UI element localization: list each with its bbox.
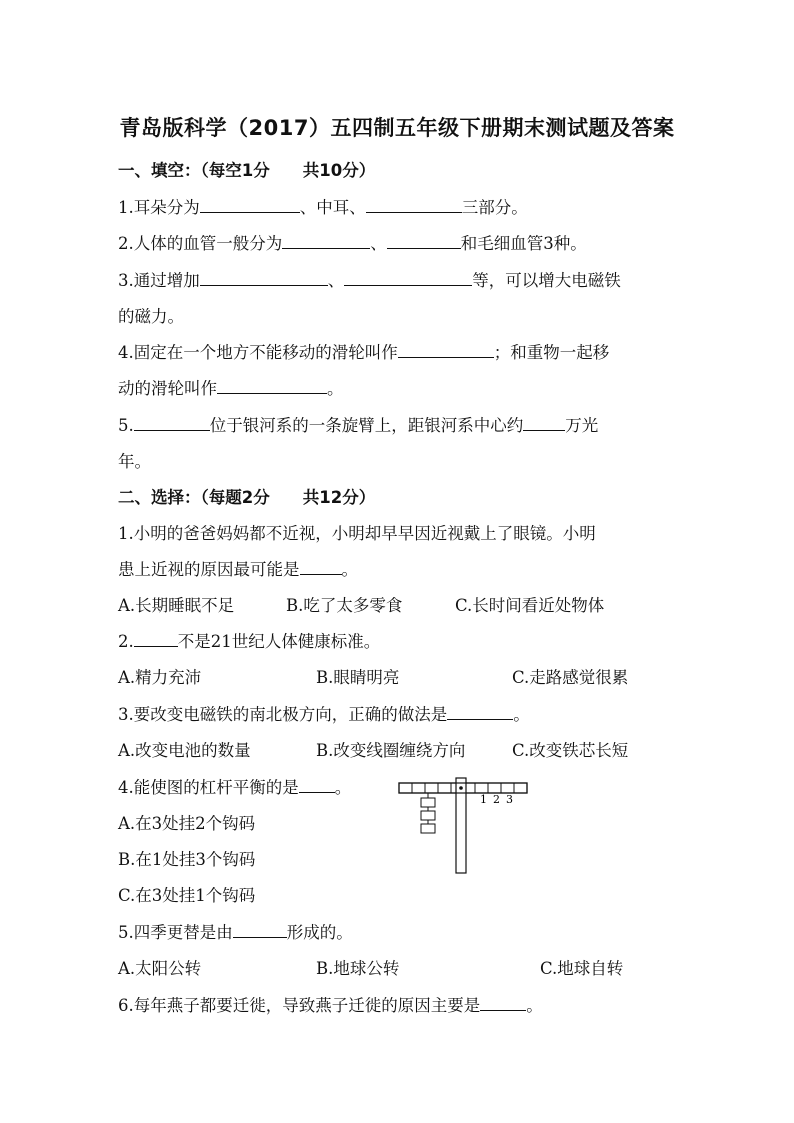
answer-blank[interactable]: [387, 231, 461, 249]
lever-label-3: 3: [506, 793, 513, 806]
q-text: 。: [526, 996, 543, 1015]
section2-heading: 二、选择：（每题2分 共12分）: [118, 488, 376, 507]
q-text: 和毛细血管3种。: [460, 234, 587, 253]
option-a[interactable]: A.在3处挂2个钩码: [118, 814, 256, 833]
question-fill-3-cont: 的磁力。: [118, 307, 184, 326]
answer-blank[interactable]: [299, 775, 335, 793]
answer-blank[interactable]: [344, 268, 472, 286]
answer-blank[interactable]: [447, 702, 513, 720]
option-b[interactable]: B.在1处挂3个钩码: [118, 850, 256, 869]
answer-blank[interactable]: [398, 340, 494, 358]
q-text: 3.通过增加: [118, 271, 200, 290]
q-text: 不是21世纪人体健康标准。: [177, 632, 381, 651]
option-b[interactable]: B.地球公转: [316, 959, 400, 978]
q-text: 。: [327, 379, 344, 398]
option-c[interactable]: C.改变铁芯长短: [512, 741, 629, 760]
question-choice-1-cont: [118, 556, 358, 580]
option-a[interactable]: A.太阳公转: [118, 959, 202, 978]
option-b[interactable]: B.眼睛明亮: [316, 668, 400, 687]
option-b[interactable]: B.改变线圈缠绕方向: [316, 741, 466, 760]
q-text: 。: [334, 778, 352, 797]
answer-blank[interactable]: [217, 376, 327, 394]
q-text: 三部分。: [461, 198, 528, 217]
option-a[interactable]: A.改变电池的数量: [118, 741, 251, 760]
answer-blank[interactable]: [523, 413, 565, 431]
option-b[interactable]: B.吃了太多零食: [286, 596, 403, 615]
lever-label-1: 1: [480, 793, 487, 806]
q-text: 动的滑轮叫作: [118, 379, 217, 398]
hook-weight: [421, 824, 435, 833]
q-text: 1.耳朵分为: [118, 198, 200, 217]
option-a[interactable]: A.精力充沛: [118, 668, 202, 687]
q-text: 、: [370, 234, 387, 253]
q-text: 、中耳、: [299, 198, 366, 217]
answer-blank[interactable]: [300, 557, 342, 575]
question-fill-5: [118, 412, 598, 436]
q-text: 2.: [118, 632, 134, 651]
option-c[interactable]: C.走路感觉很累: [512, 668, 629, 687]
answer-blank[interactable]: [233, 920, 287, 938]
q-text: 位于银河系的一条旋臂上，距银河系中心约: [209, 416, 524, 435]
option-c[interactable]: C.在3处挂1个钩码: [118, 886, 256, 905]
q-text: 万光: [565, 416, 599, 435]
option-c[interactable]: C.长时间看近处物体: [455, 596, 605, 615]
q-text: 。: [341, 560, 358, 579]
question-fill-3: [118, 267, 621, 291]
answer-blank[interactable]: [134, 413, 210, 431]
question-choice-5: [118, 919, 353, 943]
q-text: 5.四季更替是由: [118, 923, 233, 942]
q-text: 。: [513, 705, 530, 724]
question-fill-4-cont: [118, 375, 344, 399]
question-choice-2: [118, 628, 380, 652]
q-text: 4.固定在一个地方不能移动的滑轮叫作: [118, 343, 398, 362]
q-text: 3.要改变电磁铁的南北极方向，正确的做法是: [118, 705, 448, 724]
section1-heading: 一、填空：（每空1分 共10分）: [118, 161, 376, 180]
answer-blank[interactable]: [200, 268, 328, 286]
hook-weight: [421, 798, 435, 807]
q-text: 患上近视的原因最可能是: [118, 560, 300, 579]
page-title: 青岛版科学（2017）五四制五年级下册期末测试题及答案: [119, 116, 675, 140]
question-choice-1: 1.小明的爸爸妈妈都不近视，小明却早早因近视戴上了眼镜。小明: [118, 524, 596, 543]
answer-blank[interactable]: [200, 195, 300, 213]
q-text: 4.能使图的杠杆平衡的是: [118, 778, 299, 797]
q-text: ；和重物一起移: [493, 343, 610, 362]
option-a[interactable]: A.长期睡眠不足: [118, 596, 235, 615]
answer-blank[interactable]: [480, 993, 526, 1011]
q-text: 5.: [118, 416, 134, 435]
question-choice-4: [118, 774, 351, 798]
hook-weight: [421, 811, 435, 820]
question-fill-4: [118, 339, 609, 363]
answer-blank[interactable]: [282, 231, 370, 249]
question-fill-5-cont: 年。: [118, 452, 151, 471]
q-text: 等，可以增大电磁铁: [472, 271, 621, 290]
lever-diagram: [398, 776, 528, 876]
question-fill-2: [118, 230, 587, 254]
question-fill-1: [118, 194, 528, 218]
answer-blank[interactable]: [134, 629, 178, 647]
lever-pivot: [459, 786, 463, 790]
option-c[interactable]: C.地球自转: [540, 959, 624, 978]
answer-blank[interactable]: [366, 195, 462, 213]
q-text: 2.人体的血管一般分为: [118, 234, 283, 253]
q-text: 6.每年燕子都要迁徙，导致燕子迁徙的原因主要是: [118, 996, 481, 1015]
question-choice-6: [118, 992, 543, 1016]
lever-label-2: 2: [493, 793, 500, 806]
lever-stand: [456, 778, 466, 873]
q-text: 形成的。: [286, 923, 353, 942]
question-choice-3: [118, 701, 530, 725]
q-text: 、: [327, 271, 345, 290]
